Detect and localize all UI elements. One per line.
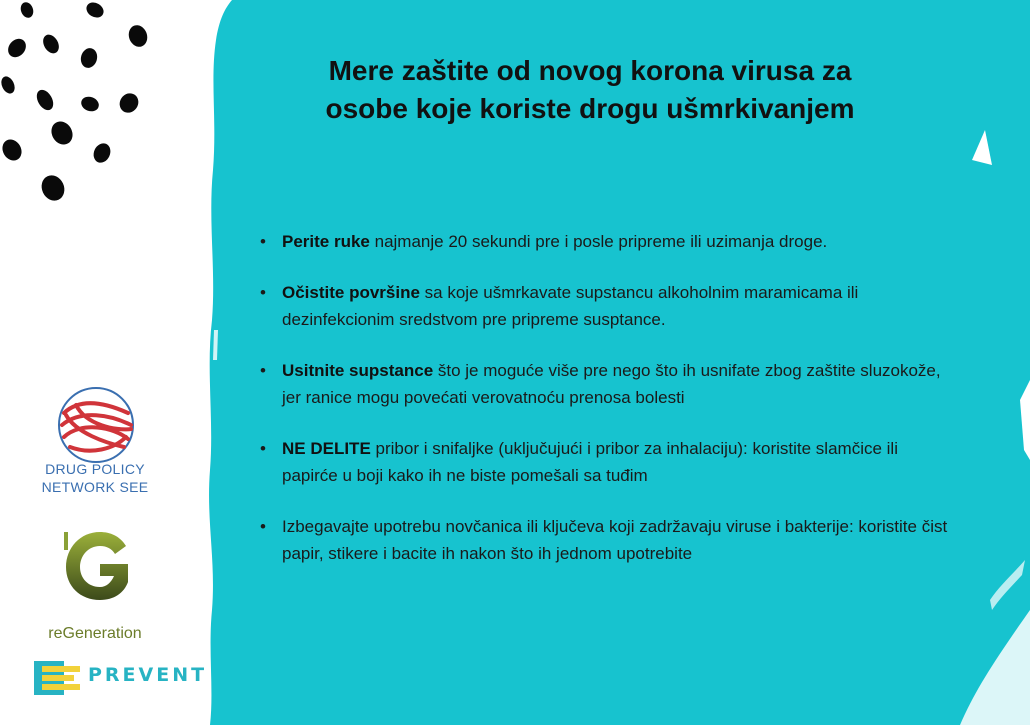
prevent-mark-icon [34, 661, 86, 695]
drug-policy-network-logo-icon [36, 385, 156, 465]
title-line-2: osobe koje koriste drogu ušmrkivanjem [325, 93, 855, 124]
list-item [258, 513, 958, 567]
decorative-dots [0, 0, 170, 215]
title-line-1: Mere zaštite od novog korona virusa za [328, 55, 852, 86]
bullet-icon: • [260, 232, 266, 251]
item-text: najmanje 20 sekundi pre i posle pripreme ili uzimanja droge. [369, 232, 828, 251]
item-text: što je moguće više pre nego što ih usnifate zbog zaštite sluzokože, jer ranice mogu povećati verovatnoću prenosa bolesti [282, 361, 941, 407]
dpn-line-2: NETWORK SEE [41, 479, 149, 495]
list-item [258, 357, 958, 411]
bullet-icon: • [260, 361, 266, 380]
drug-policy-network-text [20, 460, 170, 496]
bullet-icon: • [260, 439, 266, 458]
precautions-list [258, 228, 958, 591]
bullet-icon: • [260, 517, 266, 536]
list-item [258, 228, 958, 255]
regeneration-logo-icon [62, 530, 132, 602]
prevent-text: PREVENT [88, 664, 208, 686]
list-item [258, 279, 958, 333]
prevent-logo [34, 661, 208, 697]
item-text: sa koje ušmrkavate supstancu alkoholnim maramicama ili dezinfekcionim sredstvom pre pripreme susptance. [282, 283, 859, 329]
bullet-icon: • [260, 283, 266, 302]
partner-logos [0, 375, 208, 715]
dpn-line-1: DRUG POLICY [45, 461, 145, 477]
item-keyword: Usitnite supstance [282, 361, 434, 380]
item-text: Izbegavajte upotrebu novčanica ili ključeva koji zadržavaju viruse i bakterije: koristite čist papir, stikere i bacite ih nakon što ih jednom upotrebite [282, 517, 948, 563]
item-keyword: Perite ruke [282, 232, 370, 251]
item-text: pribor i snifaljke (uključujući i pribor za inhalaciju): koristite slamčice ili papirće u boji kako ih ne biste pomešali sa tuđim [282, 439, 898, 485]
list-item [258, 435, 958, 489]
item-keyword: Očistite površine [282, 283, 420, 302]
regeneration-text: reGeneration [48, 625, 142, 642]
item-keyword: NE DELITE [282, 439, 371, 458]
poster-title [250, 52, 930, 128]
